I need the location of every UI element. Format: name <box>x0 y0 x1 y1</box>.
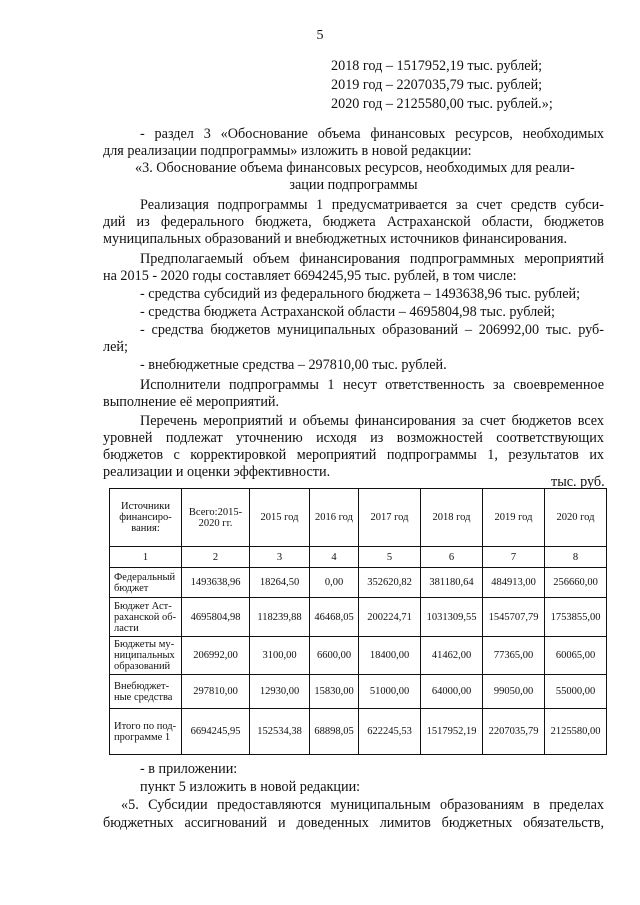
para3-line1: Исполнители подпрограммы 1 несут ответственность за своевременное <box>140 377 604 393</box>
col-number: 3 <box>250 547 310 568</box>
para1-line2: дий из федерального бюджета, бюджета Астраханской области, бюджетов <box>103 214 604 230</box>
para2-line2: на 2015 - 2020 годы составляет 6694245,95 тыс. рублей, в том числе: <box>103 268 517 284</box>
row-source-label: Федеральный бюджет <box>110 568 182 598</box>
table-cell: 297810,00 <box>182 675 250 709</box>
col-number: 4 <box>310 547 359 568</box>
table-cell: 18400,00 <box>359 637 421 675</box>
col-number: 8 <box>545 547 607 568</box>
section-instruction-line1: - раздел 3 «Обоснование объема финансовых ресурсов, необходимых <box>140 126 604 142</box>
page-number: 5 <box>316 28 324 43</box>
table-cell: 1753855,00 <box>545 598 607 637</box>
year-2020-line: 2020 год – 2125580,00 тыс. рублей.»; <box>331 96 553 112</box>
header-2018: 2018 год <box>421 489 483 547</box>
table-cell: 2207035,79 <box>483 709 545 755</box>
row-source-label: Внебюджет-ные средства <box>110 675 182 709</box>
table-cell: 1031309,55 <box>421 598 483 637</box>
table-cell: 18264,50 <box>250 568 310 598</box>
table-number-row <box>110 547 607 568</box>
table-cell: 60065,00 <box>545 637 607 675</box>
table-cell: 0,00 <box>310 568 359 598</box>
appendix-line3: «5. Субсидии предоставляются муниципальным образованиям в пределах <box>121 797 604 813</box>
table-header-row <box>110 489 607 547</box>
table-cell: 64000,00 <box>421 675 483 709</box>
header-2020: 2020 год <box>545 489 607 547</box>
appendix-line2: пункт 5 изложить в новой редакции: <box>140 779 361 795</box>
table-cell: 256660,00 <box>545 568 607 598</box>
para4-line4: реализации и оценки эффективности. <box>103 464 331 480</box>
table-cell: 51000,00 <box>359 675 421 709</box>
appendix-line4: бюджетных ассигнований и доведенных лимитов бюджетных обязательств, <box>103 815 604 831</box>
table-cell: 381180,64 <box>421 568 483 598</box>
table-cell: 3100,00 <box>250 637 310 675</box>
table-row <box>110 675 607 709</box>
list-item-municipal-cont: лей; <box>103 339 128 355</box>
table-cell: 200224,71 <box>359 598 421 637</box>
table-row <box>110 598 607 637</box>
unit-label: тыс. руб. <box>551 474 605 490</box>
list-item-offbudget: - внебюджетные средства – 297810,00 тыс. рублей. <box>140 357 447 373</box>
table-cell: 1545707,79 <box>483 598 545 637</box>
header-2017: 2017 год <box>359 489 421 547</box>
table-cell: 352620,82 <box>359 568 421 598</box>
table-cell: 1493638,96 <box>182 568 250 598</box>
header-sources: Источники финансиро-вания: <box>110 489 182 547</box>
table-cell: 15830,00 <box>310 675 359 709</box>
header-total: Всего:2015-2020 гг. <box>182 489 250 547</box>
table-cell: 118239,88 <box>250 598 310 637</box>
table-cell: 99050,00 <box>483 675 545 709</box>
row-source-label: Бюджет Аст-раханской об-ласти <box>110 598 182 637</box>
year-2018-line: 2018 год – 1517952,19 тыс. рублей; <box>331 58 543 74</box>
table-cell: 55000,00 <box>545 675 607 709</box>
table-row-total <box>110 709 607 755</box>
table-cell: 2125580,00 <box>545 709 607 755</box>
list-item-municipal: - средства бюджетов муниципальных образований – 206992,00 тыс. руб- <box>140 322 604 338</box>
header-2016: 2016 год <box>310 489 359 547</box>
table-cell: 206992,00 <box>182 637 250 675</box>
appendix-line1: - в приложении: <box>140 761 238 777</box>
table-cell: 1517952,19 <box>421 709 483 755</box>
table-cell: 46468,05 <box>310 598 359 637</box>
para2-line1: Предполагаемый объем финансирования подпрограммных мероприятий <box>140 251 604 267</box>
table-cell: 41462,00 <box>421 637 483 675</box>
header-2019: 2019 год <box>483 489 545 547</box>
table-cell: 4695804,98 <box>182 598 250 637</box>
header-2015: 2015 год <box>250 489 310 547</box>
section-heading-line2: зации подпрограммы <box>289 177 418 193</box>
col-number: 1 <box>110 547 182 568</box>
table-cell: 484913,00 <box>483 568 545 598</box>
table-cell: 77365,00 <box>483 637 545 675</box>
table-row <box>110 637 607 675</box>
table-cell: 6600,00 <box>310 637 359 675</box>
para1-line3: муниципальных образований и внебюджетных источников финансирования. <box>103 231 568 247</box>
para4-line3: бюджетов с корректировкой мероприятий подпрограммы 1, результатов их <box>103 447 604 463</box>
table-cell: 68898,05 <box>310 709 359 755</box>
section-heading-line1: «3. Обоснование объема финансовых ресурсов, необходимых для реали- <box>135 160 575 176</box>
table-cell: 12930,00 <box>250 675 310 709</box>
col-number: 2 <box>182 547 250 568</box>
col-number: 6 <box>421 547 483 568</box>
section-instruction-line2: для реализации подпрограммы» изложить в новой редакции: <box>103 143 472 159</box>
year-2019-line: 2019 год – 2207035,79 тыс. рублей; <box>331 77 543 93</box>
list-item-regional: - средства бюджета Астраханской области – 4695804,98 тыс. рублей; <box>140 304 556 320</box>
para3-line2: выполнение её мероприятий. <box>103 394 280 410</box>
col-number: 7 <box>483 547 545 568</box>
para4-line2: уровней подлежат уточнению исходя из возможностей соответствующих <box>103 430 604 446</box>
row-source-label: Бюджеты му-ниципальных образований <box>110 637 182 675</box>
row-source-label: Итого по под-программе 1 <box>110 709 182 755</box>
list-item-federal: - средства субсидий из федерального бюджета – 1493638,96 тыс. рублей; <box>140 286 581 302</box>
para1-line1: Реализация подпрограммы 1 предусматривается за счет средств субси- <box>140 197 604 213</box>
table-cell: 6694245,95 <box>182 709 250 755</box>
financing-table <box>109 488 607 755</box>
para4-line1: Перечень мероприятий и объемы финансирования за счет бюджетов всех <box>140 413 604 429</box>
table-cell: 622245,53 <box>359 709 421 755</box>
table-cell: 152534,38 <box>250 709 310 755</box>
table-row <box>110 568 607 598</box>
col-number: 5 <box>359 547 421 568</box>
